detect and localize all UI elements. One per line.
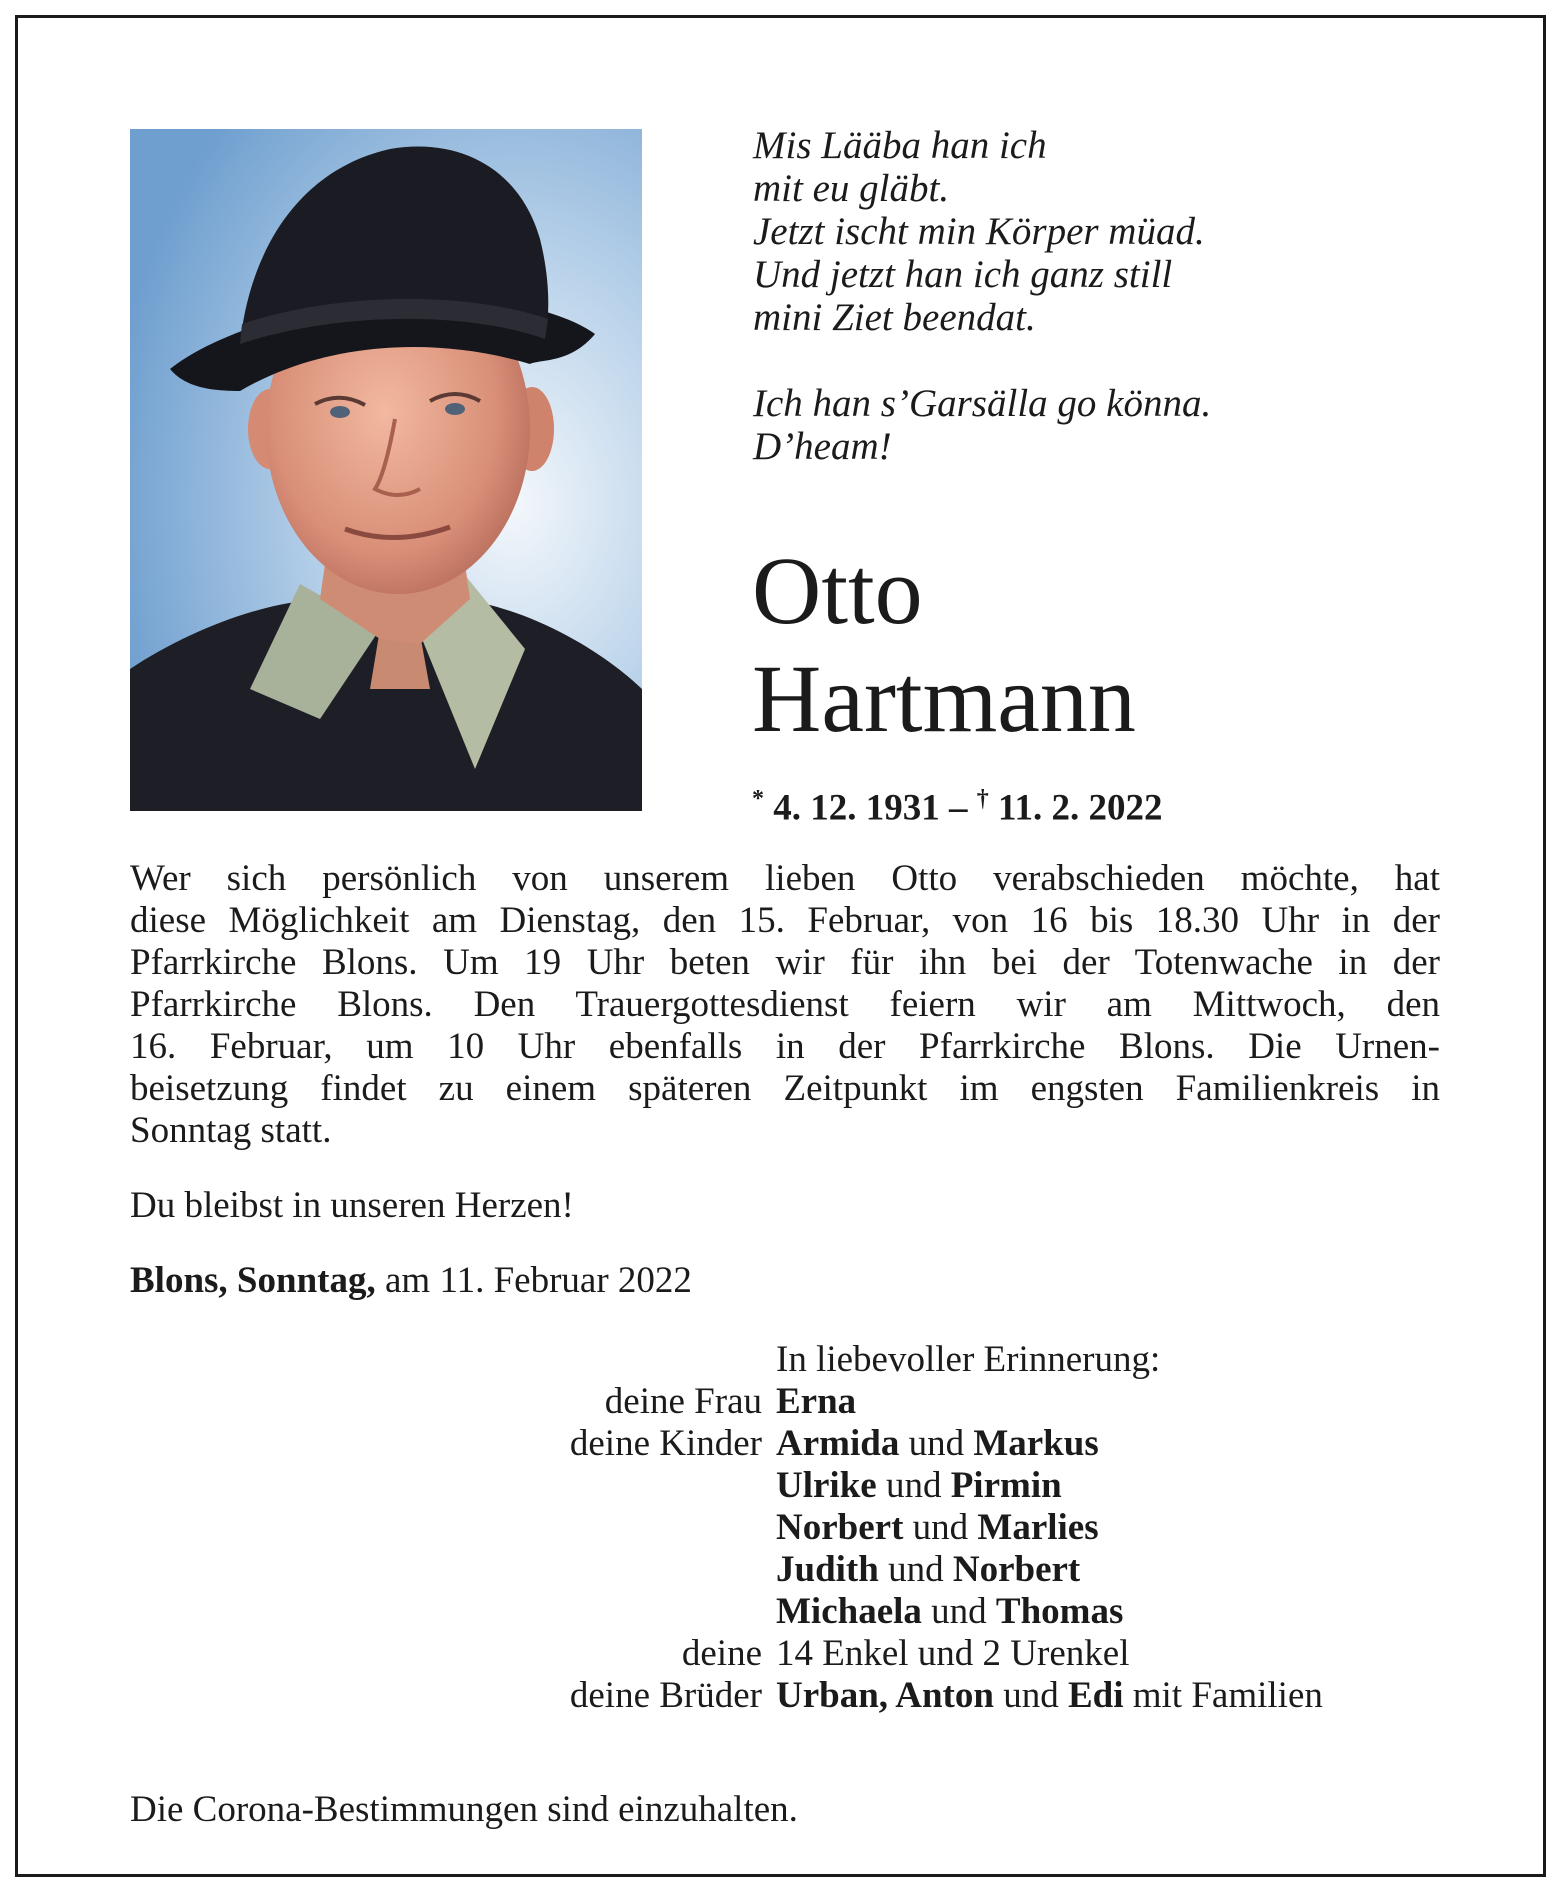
announcement-text	[130, 858, 1440, 1152]
family-list	[130, 1339, 1460, 1717]
poem-line: D’heam!	[753, 425, 892, 468]
birth-date: 4. 12. 1931	[773, 787, 940, 829]
poem-line: Mis Lääba han ich	[753, 124, 1047, 167]
and-word: und	[993, 1675, 1068, 1716]
place-date	[130, 1260, 1030, 1302]
list-item	[130, 1591, 1460, 1633]
family-heading-row	[130, 1339, 1460, 1381]
family-member: Thomas	[995, 1591, 1124, 1632]
text-line: diese Möglichkeit am Dienstag, den 15. Februar, von 16 bis 18.30 Uhr in der	[130, 900, 1440, 941]
family-member: Erna	[776, 1381, 857, 1422]
list-item	[130, 1507, 1460, 1549]
portrait-photo	[130, 129, 642, 811]
family-member: Edi	[1067, 1675, 1124, 1716]
text-line: Pfarrkirche Blons. Um 19 Uhr beten wir für ihn bei der Totenwache in der	[130, 942, 1440, 983]
list-item	[130, 1465, 1460, 1507]
text-line: 16. Februar, um 10 Uhr ebenfalls in der Pfarrkirche Blons. Die Urnen-	[130, 1026, 1440, 1067]
relation-label: deine Frau	[604, 1381, 762, 1422]
family-member: Judith	[776, 1549, 879, 1590]
family-member: Markus	[973, 1423, 1099, 1464]
text-line: Sonntag statt.	[130, 1110, 332, 1151]
text-line: Pfarrkirche Blons. Den Trauergottesdienst feiern wir am Mittwoch, den	[130, 984, 1440, 1025]
and-word: und	[885, 1465, 942, 1506]
poem-line: Ich han s’Garsälla go könna.	[753, 382, 1212, 425]
and-word: und	[912, 1507, 969, 1548]
family-suffix: mit Familien	[1123, 1675, 1323, 1716]
relation-label: deine Kinder	[569, 1423, 762, 1464]
list-item	[130, 1675, 1460, 1717]
grandchildren: 14 Enkel und 2 Urenkel	[776, 1633, 1130, 1674]
family-member: Norbert	[952, 1549, 1081, 1590]
relation-label: deine	[681, 1633, 762, 1674]
list-item	[130, 1423, 1460, 1465]
place-date-text: am 11. Februar 2022	[375, 1260, 692, 1301]
corona-notice: Die Corona-Bestimmungen sind einzuhalten.	[130, 1789, 798, 1830]
list-item	[130, 1633, 1460, 1675]
relation-label: deine Brüder	[569, 1675, 762, 1716]
family-member: Urban, Anton	[776, 1675, 994, 1716]
list-item	[130, 1381, 1460, 1423]
family-member: Norbert	[776, 1507, 904, 1548]
text-line: Wer sich persönlich von unserem lieben Otto verabschieden möchte, hat	[130, 858, 1440, 899]
last-name: Hartmann	[752, 645, 1136, 752]
birth-symbol: *	[752, 786, 764, 812]
first-name: Otto	[752, 537, 923, 644]
death-date: 11. 2. 2022	[998, 787, 1163, 829]
family-member: Marlies	[977, 1507, 1099, 1548]
poem-line: mini Ziet beendat.	[753, 296, 1036, 339]
and-word: und	[931, 1591, 987, 1632]
text-line: beisetzung findet zu einem späteren Zeitpunkt im engsten Familienkreis in	[130, 1068, 1440, 1109]
list-item	[130, 1549, 1460, 1591]
deceased-name	[752, 537, 1452, 753]
poem	[753, 124, 1453, 468]
and-word: und	[908, 1423, 965, 1464]
family-heading: In liebevoller Erinnerung:	[776, 1339, 1161, 1380]
family-member: Michaela	[776, 1591, 922, 1632]
death-symbol: †	[976, 786, 989, 812]
and-word: und	[888, 1549, 944, 1590]
family-member: Ulrike	[776, 1465, 877, 1506]
family-member: Armida	[776, 1423, 900, 1464]
place-name: Blons, Sonntag,	[130, 1260, 376, 1301]
family-member: Pirmin	[950, 1465, 1062, 1506]
poem-line: Jetzt ischt min Körper müad.	[753, 210, 1205, 253]
poem-line: Und jetzt han ich ganz still	[753, 253, 1173, 296]
date-separator: –	[939, 787, 977, 829]
poem-line: mit eu gläbt.	[753, 167, 950, 210]
closing-line: Du bleibst in unseren Herzen!	[130, 1185, 574, 1226]
life-dates	[752, 777, 1452, 830]
